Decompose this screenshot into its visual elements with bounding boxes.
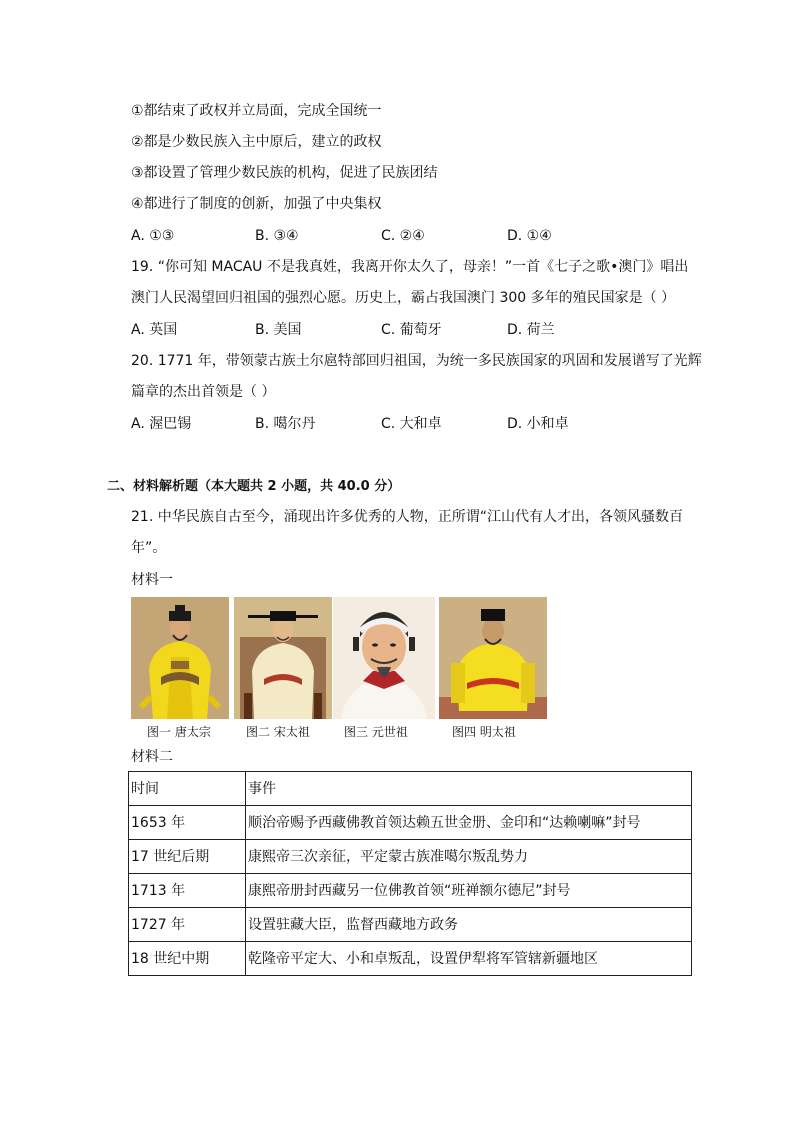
q19-option-d[interactable]: D. 荷兰 bbox=[507, 322, 555, 338]
portrait-gallery bbox=[131, 597, 551, 721]
q21-stem-line-2: 年”。 bbox=[131, 540, 167, 556]
events-table bbox=[128, 771, 692, 976]
table-row bbox=[129, 874, 692, 908]
q20-option-d[interactable]: D. 小和卓 bbox=[507, 416, 569, 432]
table-row bbox=[129, 942, 692, 976]
portrait-caption-2: 图二 宋太祖 bbox=[246, 725, 310, 739]
q18-option-c[interactable]: C. ②④ bbox=[381, 228, 425, 244]
q21-stem-line-1: 21. 中华民族自古至今，涌现出许多优秀的人物，正所谓“江山代有人才出，各领风骚数百 bbox=[131, 509, 683, 525]
table-header-row bbox=[129, 772, 692, 806]
table-cell-time: 1727 年 bbox=[129, 908, 246, 942]
table-row bbox=[129, 806, 692, 840]
table-cell-time: 18 世纪中期 bbox=[129, 942, 246, 976]
q20-option-c[interactable]: C. 大和卓 bbox=[381, 416, 442, 432]
q18-statement-4: ④都进行了制度的创新，加强了中央集权 bbox=[131, 196, 382, 212]
table-cell-event: 康熙帝册封西藏另一位佛教首领“班禅额尔德尼”封号 bbox=[246, 874, 692, 908]
q19-stem-line-1: 19. “你可知 MACAU 不是我真姓，我离开你太久了，母亲！”一首《七子之歌•澳门》唱出 bbox=[131, 259, 689, 275]
q20-option-a[interactable]: A. 渥巴锡 bbox=[131, 416, 192, 432]
q19-stem-line-2: 澳门人民渴望回归祖国的强烈心愿。历史上，霸占我国澳门 300 多年的殖民国家是（ ） bbox=[131, 290, 676, 306]
q20-options bbox=[131, 414, 691, 434]
q19-option-a[interactable]: A. 英国 bbox=[131, 322, 178, 338]
table-cell-event: 顺治帝赐予西藏佛教首领达赖五世金册、金印和“达赖喇嘛”封号 bbox=[246, 806, 692, 840]
q19-option-b[interactable]: B. 美国 bbox=[255, 322, 302, 338]
table-cell-event: 乾隆帝平定大、小和卓叛乱，设置伊犁将军管辖新疆地区 bbox=[246, 942, 692, 976]
portrait-ming-taizu bbox=[439, 597, 547, 719]
q18-statement-3: ③都设置了管理少数民族的机构，促进了民族团结 bbox=[131, 165, 438, 181]
table-header-event: 事件 bbox=[246, 772, 692, 806]
q18-statement-2: ②都是少数民族入主中原后，建立的政权 bbox=[131, 134, 382, 150]
q20-stem-line-2: 篇章的杰出首领是（ ） bbox=[131, 384, 276, 400]
portrait-tang-taizong bbox=[131, 597, 229, 719]
table-cell-time: 17 世纪后期 bbox=[129, 840, 246, 874]
portrait-caption-4: 图四 明太祖 bbox=[452, 725, 516, 739]
q18-option-a[interactable]: A. ①③ bbox=[131, 228, 175, 244]
table-header-time: 时间 bbox=[129, 772, 246, 806]
table-row bbox=[129, 908, 692, 942]
section-2-header: 二、材料解析题（本大题共 2 小题，共 40.0 分） bbox=[107, 479, 401, 494]
q19-option-c[interactable]: C. 葡萄牙 bbox=[381, 322, 442, 338]
portrait-caption-1: 图一 唐太宗 bbox=[147, 725, 211, 739]
portrait-song-taizu bbox=[234, 597, 332, 719]
q18-options bbox=[131, 226, 691, 246]
q18-option-b[interactable]: B. ③④ bbox=[255, 228, 299, 244]
table-cell-time: 1653 年 bbox=[129, 806, 246, 840]
q18-option-d[interactable]: D. ①④ bbox=[507, 228, 552, 244]
table-cell-event: 设置驻藏大臣，监督西藏地方政务 bbox=[246, 908, 692, 942]
table-row bbox=[129, 840, 692, 874]
table-cell-event: 康熙帝三次亲征，平定蒙古族准噶尔叛乱势力 bbox=[246, 840, 692, 874]
portrait-caption-3: 图三 元世祖 bbox=[344, 725, 408, 739]
q18-statement-1: ①都结束了政权并立局面，完成全国统一 bbox=[131, 103, 382, 119]
q20-option-b[interactable]: B. 噶尔丹 bbox=[255, 416, 316, 432]
material-2-label: 材料二 bbox=[131, 749, 173, 765]
portrait-yuan-shizu bbox=[333, 597, 435, 719]
q19-options bbox=[131, 320, 691, 340]
table-cell-time: 1713 年 bbox=[129, 874, 246, 908]
q20-stem-line-1: 20. 1771 年，带领蒙古族土尔扈特部回归祖国，为统一多民族国家的巩固和发展谱写了光辉 bbox=[131, 353, 702, 369]
material-1-label: 材料一 bbox=[131, 572, 173, 588]
